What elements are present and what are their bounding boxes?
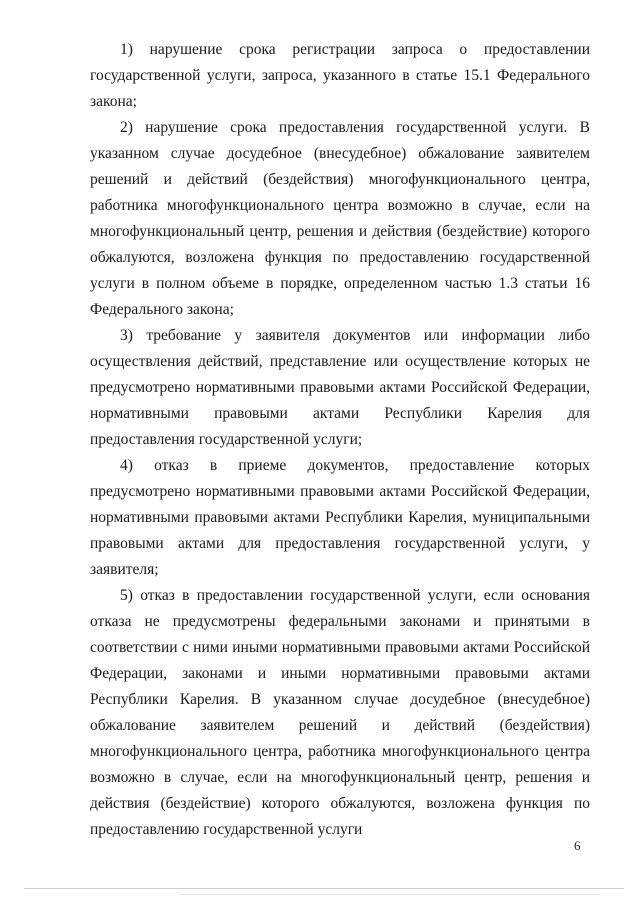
document-body [90,37,590,843]
scan-edge-line [24,888,624,889]
paragraph-item-2: 2) нарушение срока предоставления государственной услуги. В указанном случае досудебное (внесудебное) обжалование заявителем решений и действий (бездействия) многофункционального центра, работника многофункционального центра возможно в случае, если на многофункциональный центр, решения и действия (бездействие) которого обжалуются, возложена функция по предоставлению государственной услуги в полном объеме в порядке, определенном частью 1.3 статьи 16 Федерального закона; [90,119,590,318]
scan-edge-line-secondary [180,894,600,895]
paragraph-item-5: 5) отказ в предоставлении государственной услуги, если основания отказа не предусмотрены федеральными законами и принятыми в соответствии с ними иными нормативными правовыми актами Российской Федерации, законами и иными нормативными правовыми актами Республики Карелия. В указанном случае досудебное (внесудебное) обжалование заявителем решений и действий (бездействия) многофункционального центра, работника многофункционального центра возможно в случае, если на многофункциональный центр, решения и действия (бездействие) которого обжалуются, возложена функция по предоставлению государственной услуги [90,587,590,838]
page-number: 6 [574,838,581,853]
paragraph-item-4: 4) отказ в приеме документов, предоставление которых предусмотрено нормативными правовыми актами Российской Федерации, нормативными правовыми актами Республики Карелия, муниципальными правовыми актами для предоставления государственной услуги, у заявителя; [90,457,590,578]
paragraph-item-3: 3) требование у заявителя документов или информации либо осуществления действий, представление или осуществление которых не предусмотрено нормативными правовыми актами Российской Федерации, нормативными правовыми актами Республики Карелия для предоставления государственной услуги; [90,327,590,448]
paragraph-item-1: 1) нарушение срока регистрации запроса о предоставлении государственной услуги, запроса, указанного в статье 15.1 Федерального закона; [90,41,590,110]
